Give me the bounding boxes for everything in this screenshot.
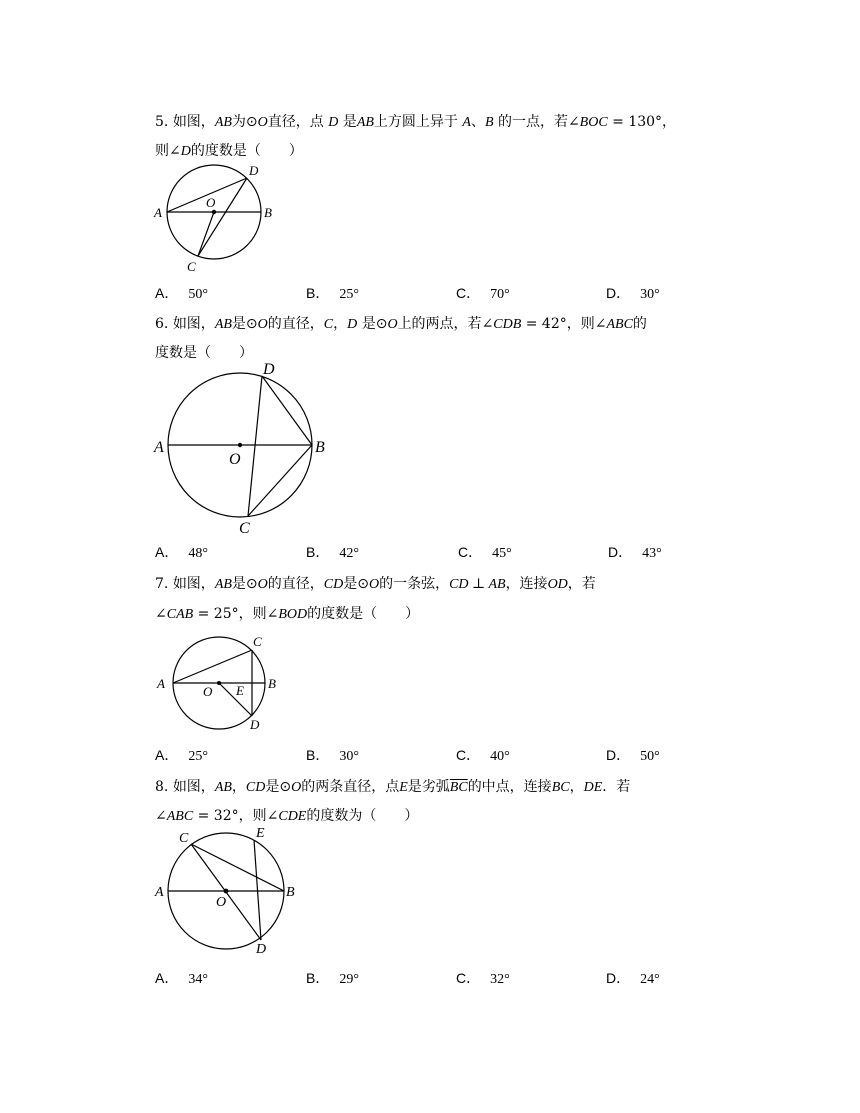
option-value: 43° <box>642 546 662 561</box>
option-value: 40° <box>490 749 510 764</box>
q7-math: O <box>257 577 268 592</box>
point-label-e: E <box>236 683 244 698</box>
question-8-figure <box>150 826 300 965</box>
q7-option-b[interactable] <box>306 745 359 767</box>
q8-text: 是 <box>265 779 280 795</box>
option-label: A． <box>155 747 179 763</box>
q6-math: O <box>257 317 268 332</box>
q8-text: 的两条直径，点 <box>301 779 400 795</box>
q5-text: 是 <box>338 114 357 130</box>
q7-option-a[interactable] <box>155 745 208 767</box>
question-7-figure <box>150 628 290 742</box>
option-label: B． <box>306 970 330 986</box>
point-label-c: C <box>253 634 262 649</box>
q5-text: 的一点，若 <box>493 114 568 130</box>
q5-text: 的度数是（ ） <box>190 143 303 159</box>
option-label: C． <box>456 970 481 986</box>
option-value: 30° <box>339 749 359 764</box>
option-label: D． <box>606 747 631 763</box>
circle-symbol: ⊙ <box>245 576 258 592</box>
point-label-a: A <box>157 676 165 691</box>
q5-text: 直径，点 <box>267 114 329 130</box>
option-label: D． <box>606 285 631 301</box>
q5-text: 如图， <box>172 114 215 130</box>
option-value: 32° <box>490 972 510 987</box>
q6-text: 的直径， <box>267 316 324 332</box>
option-value: 34° <box>188 972 208 987</box>
q6-text: 是 <box>231 316 246 332</box>
q7-text: ，若 <box>567 576 596 592</box>
q5-text: 上方圆上异于 <box>373 114 463 130</box>
option-value: 48° <box>188 546 208 561</box>
question-5-line-1 <box>155 112 676 133</box>
option-value: 70° <box>490 287 510 302</box>
q8-option-c[interactable] <box>456 968 510 990</box>
option-value: 30° <box>640 287 660 302</box>
q5-math: ∠D <box>169 144 191 159</box>
q8-option-a[interactable] <box>155 968 208 990</box>
q7-text: 的一条弦， <box>379 576 450 592</box>
q7-text: = 25°，则 <box>193 606 267 622</box>
option-value: 25° <box>339 287 359 302</box>
question-6-number: 6. <box>155 316 169 332</box>
q5-math: B <box>484 115 494 130</box>
question-7-line-2 <box>155 604 419 625</box>
q5-math: D <box>328 115 339 130</box>
point-label-c: C <box>179 831 189 846</box>
point-label-o: O <box>216 895 227 910</box>
question-6-figure <box>150 360 340 544</box>
q8-text: 的中点，连接 <box>467 779 552 795</box>
option-label: A． <box>155 970 179 986</box>
q7-text: 的直径， <box>267 576 324 592</box>
q6-math: D <box>347 317 358 332</box>
option-label: C． <box>456 747 481 763</box>
question-5-figure <box>150 160 290 279</box>
point-label-o: O <box>206 195 216 210</box>
q5-math: AB <box>356 115 374 130</box>
option-label: A． <box>155 285 179 301</box>
q8-math: O <box>291 780 302 795</box>
option-label: C． <box>456 285 481 301</box>
q7-option-d[interactable] <box>606 745 660 767</box>
circle-symbol: ⊙ <box>375 316 388 332</box>
point-label-e: E <box>256 826 265 841</box>
q6-text: 如图， <box>172 316 215 332</box>
q5-option-a[interactable] <box>155 283 208 305</box>
q6-text: = 42°，则 <box>521 316 595 332</box>
point-label-c: C <box>187 259 196 274</box>
q7-math: CD <box>323 577 344 592</box>
question-7-number: 7. <box>155 576 169 592</box>
question-8-number: 8. <box>155 779 169 795</box>
option-label: D． <box>606 970 631 986</box>
q8-math: E <box>399 780 408 795</box>
option-label: A． <box>155 544 179 560</box>
question-8-line-1 <box>155 777 630 798</box>
q8-text: = 32°，则 <box>193 808 267 824</box>
q6-text: ， <box>333 316 348 332</box>
option-value: 25° <box>188 749 208 764</box>
q8-math: ∠ABC <box>155 809 194 824</box>
question-6-line-1 <box>155 314 647 335</box>
q7-option-c[interactable] <box>456 745 510 767</box>
q7-math: O <box>368 577 380 592</box>
q8-text: 的度数为（ ） <box>306 808 419 824</box>
q5-text: = 130°， <box>607 114 677 130</box>
q8-option-b[interactable] <box>306 968 359 990</box>
q6-text: 是 <box>357 316 376 332</box>
q6-math: AB <box>214 317 232 332</box>
point-label-a: A <box>155 885 164 900</box>
q7-math: ∠CAB <box>155 607 194 622</box>
point-label-c: C <box>239 520 250 537</box>
question-5-number: 5. <box>155 114 169 130</box>
q7-text: 是 <box>231 576 246 592</box>
option-value: 42° <box>339 546 359 561</box>
point-label-d: D <box>249 163 259 178</box>
q7-text: 如图， <box>172 576 215 592</box>
q8-text: ， <box>231 779 246 795</box>
q7-math: AB <box>214 577 232 592</box>
point-label-b: B <box>315 439 325 456</box>
q7-math: CD ⊥ AB <box>449 577 506 592</box>
option-label: B． <box>306 285 330 301</box>
option-label: C． <box>458 544 483 560</box>
arc-bc-notation: $\overline{BC}$ <box>449 780 468 795</box>
q6-text: 的 <box>632 316 647 332</box>
q5-text: 、 <box>470 114 485 130</box>
point-label-d: D <box>250 717 260 732</box>
point-label-o: O <box>203 684 213 699</box>
q6-math: O <box>387 317 398 332</box>
q6-option-d[interactable] <box>608 542 662 564</box>
point-label-b: B <box>286 885 295 900</box>
option-label: B． <box>306 544 330 560</box>
question-5-line-2 <box>155 141 303 162</box>
q5-text: 为 <box>231 114 246 130</box>
q5-math: O <box>257 115 268 130</box>
option-label: D． <box>608 544 633 560</box>
point-label-b: B <box>264 205 272 220</box>
q5-text: 则 <box>155 143 169 159</box>
point-label-o: O <box>229 451 241 468</box>
question-7-line-1 <box>155 574 596 595</box>
q5-option-d[interactable] <box>606 283 660 305</box>
q6-math: C <box>323 317 334 332</box>
q6-text: 度数是（ ） <box>155 345 253 361</box>
circle-symbol: ⊙ <box>357 576 369 592</box>
q8-text: 如图， <box>172 779 215 795</box>
q6-text: 上的两点，若 <box>397 316 482 332</box>
q8-text: ， <box>569 779 584 795</box>
q6-option-b[interactable] <box>306 542 359 564</box>
q7-math: OD <box>547 577 568 592</box>
option-label: B． <box>306 747 330 763</box>
option-value: 45° <box>492 546 512 561</box>
q8-math: AB <box>214 780 232 795</box>
q6-math: ∠ABC <box>594 317 633 332</box>
q5-option-b[interactable] <box>306 283 359 305</box>
q8-text: ．若 <box>602 779 631 795</box>
option-value: 50° <box>188 287 208 302</box>
q8-math: ∠CDE <box>266 809 307 824</box>
point-label-a: A <box>154 439 164 456</box>
q5-math: AB <box>214 115 232 130</box>
point-label-a: A <box>154 205 162 220</box>
q6-math: ∠CDB <box>481 317 522 332</box>
q7-text: 的度数是（ ） <box>307 606 420 622</box>
q5-option-c[interactable] <box>456 283 510 305</box>
question-8-line-2 <box>155 806 418 827</box>
point-label-d: D <box>256 942 267 957</box>
q6-option-c[interactable] <box>458 542 512 564</box>
option-value: 24° <box>640 972 660 987</box>
point-label-b: B <box>268 676 276 691</box>
q7-text: ，连接 <box>505 576 548 592</box>
q7-math: ∠BOD <box>266 607 308 622</box>
option-value: 50° <box>640 749 660 764</box>
q8-text: 是劣弧 <box>407 779 450 795</box>
q6-option-a[interactable] <box>155 542 208 564</box>
point-label-d: D <box>263 361 275 378</box>
q8-math: BC <box>551 780 570 795</box>
q8-math: CD <box>245 780 266 795</box>
option-value: 29° <box>339 972 359 987</box>
circle-symbol: ⊙ <box>279 779 292 795</box>
q5-math: ∠BOC <box>567 115 608 130</box>
q5-math: A <box>462 115 471 130</box>
circle-symbol: ⊙ <box>245 316 258 332</box>
q7-text: 是 <box>343 576 358 592</box>
q8-math: DE <box>583 780 603 795</box>
circle-symbol: ⊙ <box>245 114 258 130</box>
q8-option-d[interactable] <box>606 968 660 990</box>
